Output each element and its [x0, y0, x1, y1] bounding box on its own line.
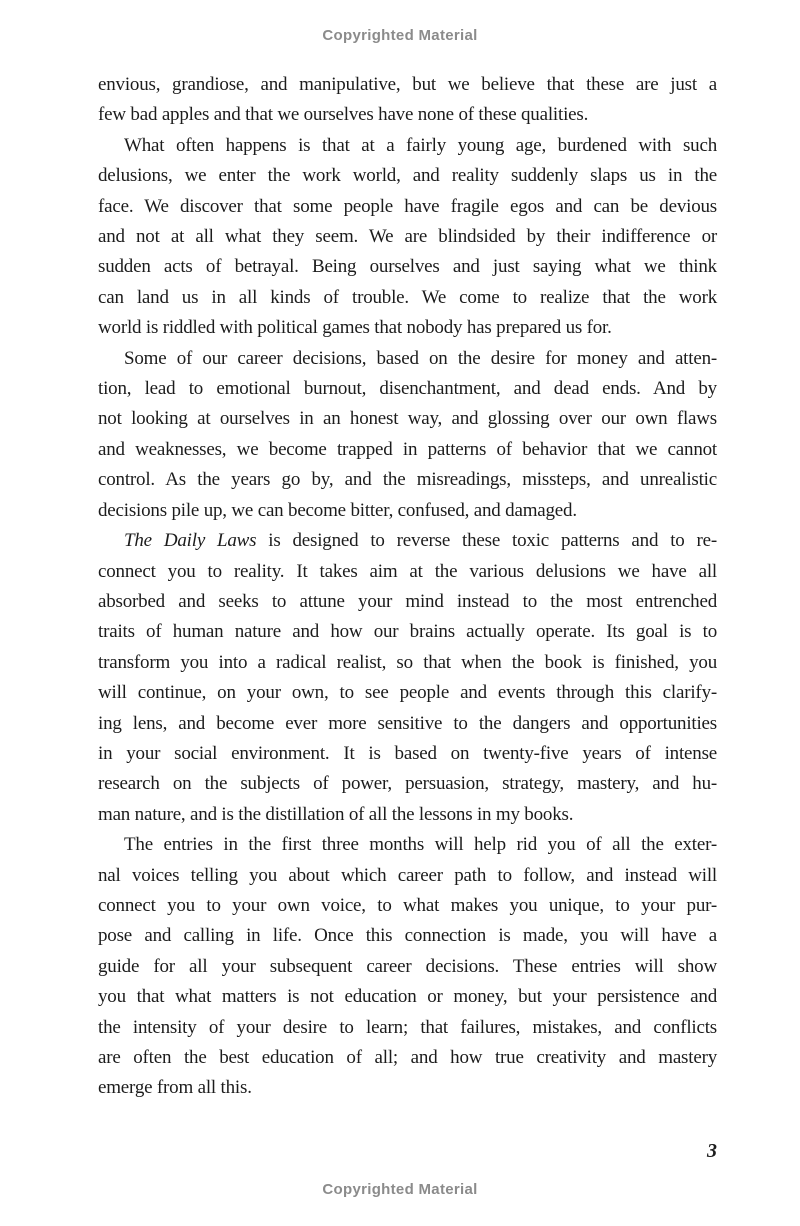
text-line: The Daily Laws is designed to reverse these toxic patterns and to re-: [124, 530, 717, 552]
page-number: 3: [707, 1140, 717, 1162]
body-text-block: [98, 70, 717, 1104]
text-line: in your social environment. It is based on twenty-five years of intense: [98, 742, 717, 764]
text-line: The entries in the first three months will help rid you of all the exter-: [124, 834, 717, 856]
text-line: ing lens, and become ever more sensitive to the dangers and opportunities: [98, 712, 717, 734]
text-line: you that what matters is not education or money, but your persistence and: [98, 986, 717, 1008]
text-line: transform you into a radical realist, so that when the book is finished, you: [98, 651, 717, 673]
text-line: world is riddled with political games that nobody has prepared us for.: [98, 317, 612, 339]
text-line: nal voices telling you about which career path to follow, and instead will: [98, 864, 717, 886]
text-line: will continue, on your own, to see people and events through this clarify-: [98, 682, 717, 704]
paragraph: [98, 70, 717, 131]
text-line: emerge from all this.: [98, 1077, 252, 1099]
text-line: few bad apples and that we ourselves have none of these qualities.: [98, 104, 589, 126]
text-line: man nature, and is the distillation of all the lessons in my books.: [98, 803, 574, 825]
paragraph: [98, 131, 717, 344]
text-line: sudden acts of betrayal. Being ourselves and just saying what we think: [98, 256, 717, 278]
text-line: control. As the years go by, and the misreadings, missteps, and unrealistic: [98, 469, 717, 491]
paragraph: [98, 830, 717, 1104]
text-line: not looking at ourselves in an honest way, and glossing over our own flaws: [98, 408, 717, 430]
text-line: guide for all your subsequent career decisions. These entries will show: [98, 955, 717, 977]
text-line: face. We discover that some people have fragile egos and can be devious: [98, 195, 717, 217]
text-line: can land us in all kinds of trouble. We come to realize that the work: [98, 286, 717, 308]
text-line: traits of human nature and how our brains actually operate. Its goal is to: [98, 621, 717, 643]
text-line: decisions pile up, we can become bitter, confused, and damaged.: [98, 499, 577, 521]
text-line: connect you to your own voice, to what makes you unique, to your pur-: [98, 894, 717, 916]
text-line: connect you to reality. It takes aim at the various delusions we have all: [98, 560, 717, 582]
text-line: are often the best education of all; and how true creativity and mastery: [98, 1047, 717, 1068]
text-line: absorbed and seeks to attune your mind instead to the most entrenched: [98, 590, 717, 612]
italic-book-title: The Daily Laws: [124, 530, 257, 552]
text-line: and not at all what they seem. We are blindsided by their indifference or: [98, 226, 717, 248]
text-line: pose and calling in life. Once this connection is made, you will have a: [98, 925, 717, 947]
text-line: the intensity of your desire to learn; that failures, mistakes, and conflicts: [98, 1016, 717, 1038]
copyright-banner-bottom: Copyrighted Material: [322, 1181, 478, 1198]
text-line: research on the subjects of power, persuasion, strategy, mastery, and hu-: [98, 773, 717, 795]
text-line: envious, grandiose, and manipulative, but we believe that these are just a: [98, 74, 717, 95]
paragraph: [98, 344, 717, 526]
text-line: and weaknesses, we become trapped in patterns of behavior that we cannot: [98, 438, 717, 460]
paragraph: [98, 526, 717, 830]
text-line: Some of our career decisions, based on the desire for money and atten-: [124, 347, 717, 369]
copyright-banner-top: Copyrighted Material: [322, 27, 478, 44]
text-line: delusions, we enter the work world, and reality suddenly slaps us in the: [98, 165, 717, 187]
text-line: What often happens is that at a fairly young age, burdened with such: [124, 134, 717, 156]
text-line: tion, lead to emotional burnout, disenchantment, and dead ends. And by: [98, 378, 717, 400]
